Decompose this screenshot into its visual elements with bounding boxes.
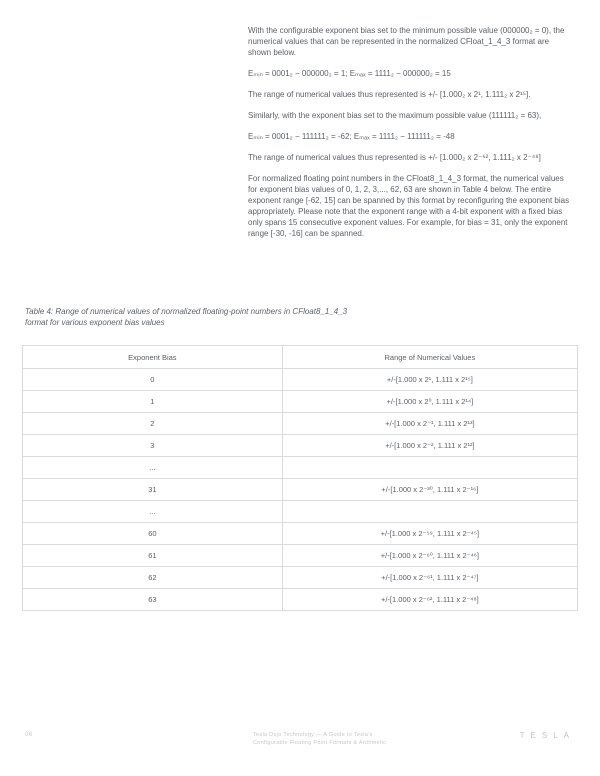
table-caption: Table 4: Range of numerical values of normalized floating-point numbers in CFloat8_1_4_3 format for various exponent bias values	[25, 307, 348, 327]
range-cell	[282, 457, 577, 479]
table-row	[23, 435, 578, 457]
table-row	[23, 567, 578, 589]
intro-paragraph-max-bias: Similarly, with the exponent bias set to the maximum possible value (111111₂ = 63),	[248, 111, 542, 120]
table-header-row	[23, 346, 578, 369]
range-cell: +/-[1.000 x 2⁻³⁰, 1.111 x 2⁻¹⁶]	[282, 479, 577, 501]
table-row	[23, 413, 578, 435]
bias-cell: 63	[23, 589, 283, 611]
bias-cell: 2	[23, 413, 283, 435]
bias-cell: 61	[23, 545, 283, 567]
tesla-logo: TESLA	[519, 731, 575, 740]
bias-cell: 60	[23, 523, 283, 545]
table-row	[23, 391, 578, 413]
intro-paragraph-summary: For normalized floating point numbers in the CFloat8_1_4_3 format, the numerical values for exponent bias values of 0, 1, 2, 3,..., 62, 63 are shown in Table 4 below. The entire exponent range [-62, 15] can be spanned by this format by reconfiguring the exponent bias appropriately. Please note that the exponent range with a 4-bit exponent with a fixed bias only spans 15 consecutive exponent values. For example, for bias = 31, only the exponent range [-30, -16] can be spanned.	[248, 174, 570, 238]
bias-cell: ...	[23, 457, 283, 479]
table-row	[23, 545, 578, 567]
intro-section	[248, 25, 570, 249]
table-row	[23, 589, 578, 611]
column-header-range: Range of Numerical Values	[282, 346, 577, 369]
table-header	[23, 346, 578, 369]
range-cell: +/-[1.000 x 2⁻⁶¹, 1.111 x 2⁻⁴⁷]	[282, 567, 577, 589]
table-row	[23, 369, 578, 391]
footer-doc-title-line2: Configurable Floating Point Formats & Arithmetic	[253, 740, 387, 746]
footer-doc-title	[253, 731, 386, 747]
equation-min-bias: Eₘᵢₙ = 0001₂ − 000000₂ = 1; Eₘₐₓ = 1111₂ − 000000₂ = 15	[248, 69, 451, 78]
bias-cell: 3	[23, 435, 283, 457]
table-body	[23, 369, 578, 611]
bias-cell: 62	[23, 567, 283, 589]
table-row-ellipsis	[23, 501, 578, 523]
range-cell: +/-[1.000 x 2⁻⁶⁰, 1.111 x 2⁻⁴⁶]	[282, 545, 577, 567]
column-header-exponent-bias: Exponent Bias	[23, 346, 283, 369]
exponent-bias-table	[22, 345, 578, 611]
footer-doc-title-line1: Tesla Dojo Technology — A Guide to Tesla's	[253, 732, 373, 738]
page-number: 06	[25, 732, 33, 738]
range-cell: +/-[1.000 x 2⁻¹, 1.111 x 2¹³]	[282, 413, 577, 435]
range-cell: +/-[1.000 x 2⁰, 1.111 x 2¹⁴]	[282, 391, 577, 413]
bias-cell: ...	[23, 501, 283, 523]
bias-cell: 0	[23, 369, 283, 391]
bias-cell: 31	[23, 479, 283, 501]
intro-paragraph-range-min: The range of numerical values thus represented is +/- [1.000₂ x 2¹, 1.111₂ x 2¹⁵].	[248, 90, 531, 99]
range-cell: +/-[1.000 x 2⁻⁵⁹, 1.111 x 2⁻⁴⁵]	[282, 523, 577, 545]
bias-cell: 1	[23, 391, 283, 413]
intro-paragraph-min-bias: With the configurable exponent bias set to the minimum possible value (000000₂ = 0), the numerical values that can be represented in the normalized CFloat_1_4_3 format are shown below.	[248, 26, 565, 57]
range-cell: +/-[1.000 x 2⁻², 1.111 x 2¹²]	[282, 435, 577, 457]
table-row	[23, 523, 578, 545]
range-cell: +/-[1.000 x 2⁻⁶², 1.111 x 2⁻⁴⁸]	[282, 589, 577, 611]
range-cell: +/-[1.000 x 2¹, 1.111 x 2¹⁵]	[282, 369, 577, 391]
intro-paragraph-range-max: The range of numerical values thus represented is +/- [1.000₂ x 2⁻⁶², 1.111₂ x 2⁻⁴⁸]	[248, 153, 541, 162]
range-cell	[282, 501, 577, 523]
equation-max-bias: Eₘᵢₙ = 0001₂ − 111111₂ = -62; Eₘₐₓ = 1111₂ − 111111₂ = -48	[248, 132, 455, 141]
table-row-ellipsis	[23, 457, 578, 479]
table-row	[23, 479, 578, 501]
